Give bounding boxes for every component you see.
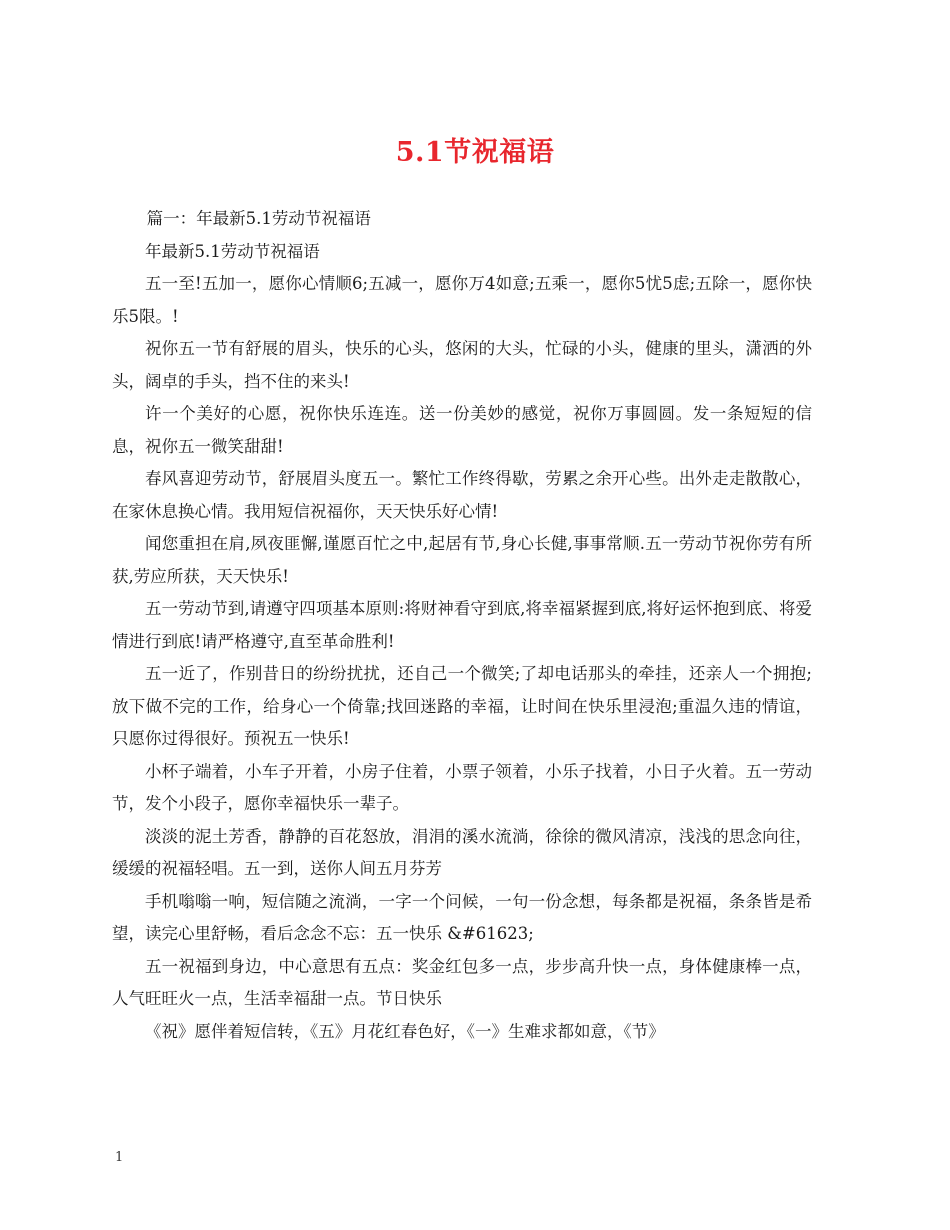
paragraph: 《祝》愿伴着短信转，《五》月花红春色好，《一》生难求都如意，《节》 [145, 1021, 665, 1041]
paragraph: 五一至!五加一，愿你心情顺6;五减一，愿你万4如意;五乘一，愿你5忧5虑;五除一，愿你快乐5限。! [112, 274, 812, 326]
document-title: 5.1节祝福语 [395, 137, 555, 168]
paragraph: 许一个美好的心愿，祝你快乐连连。送一份美妙的感觉，祝你万事圆圆。发一条短短的信息，祝你五一微笑甜甜! [112, 404, 812, 456]
document-body [112, 203, 812, 1048]
page-number: 1 [115, 1150, 124, 1165]
paragraph: 五一劳动节到,请遵守四项基本原则:将财神看守到底,将幸福紧握到底,将好运怀抱到底、将爱情进行到底!请严格遵守,直至革命胜利! [112, 599, 812, 651]
paragraph: 五一近了，作别昔日的纷纷扰扰，还自己一个微笑;了却电话那头的牵挂，还亲人一个拥抱;放下做不完的工作，给身心一个倚靠;找回迷路的幸福，让时间在快乐里浸泡;重温久违的情谊，只愿你过得很好。预祝五一快乐! [112, 664, 812, 748]
paragraph: 祝你五一节有舒展的眉头，快乐的心头，悠闲的大头，忙碌的小头，健康的里头，潇洒的外头，阔卓的手头，挡不住的来头! [112, 339, 812, 391]
paragraph: 篇一：年最新5.1劳动节祝福语 [146, 209, 371, 228]
paragraph: 淡淡的泥土芳香，静静的百花怒放，涓涓的溪水流淌，徐徐的微风清凉，浅浅的思念向往，缓缓的祝福轻唱。五一到，送你人间五月芬芳 [112, 826, 812, 878]
paragraph: 五一祝福到身边，中心意思有五点：奖金红包多一点，步步高升快一点，身体健康棒一点，人气旺旺火一点，生活幸福甜一点。节日快乐 [112, 956, 812, 1008]
paragraph: 春风喜迎劳动节，舒展眉头度五一。繁忙工作终得歇，劳累之余开心些。出外走走散散心，在家休息换心情。我用短信祝福你，天天快乐好心情! [112, 469, 812, 521]
paragraph: 小杯子端着，小车子开着，小房子住着，小票子领着，小乐子找着，小日子火着。五一劳动节，发个小段子，愿你幸福快乐一辈子。 [112, 761, 812, 813]
paragraph: 手机嗡嗡一响，短信随之流淌，一字一个问候，一句一份念想，每条都是祝福，条条皆是希望，读完心里舒畅，看后念念不忘：五一快乐 &#61623; [112, 891, 812, 943]
paragraph: 闻您重担在肩,夙夜匪懈,谨愿百忙之中,起居有节,身心长健,事事常顺.五一劳动节祝你劳有所获,劳应所获，天天快乐! [112, 534, 812, 586]
paragraph: 年最新5.1劳动节祝福语 [145, 241, 320, 261]
